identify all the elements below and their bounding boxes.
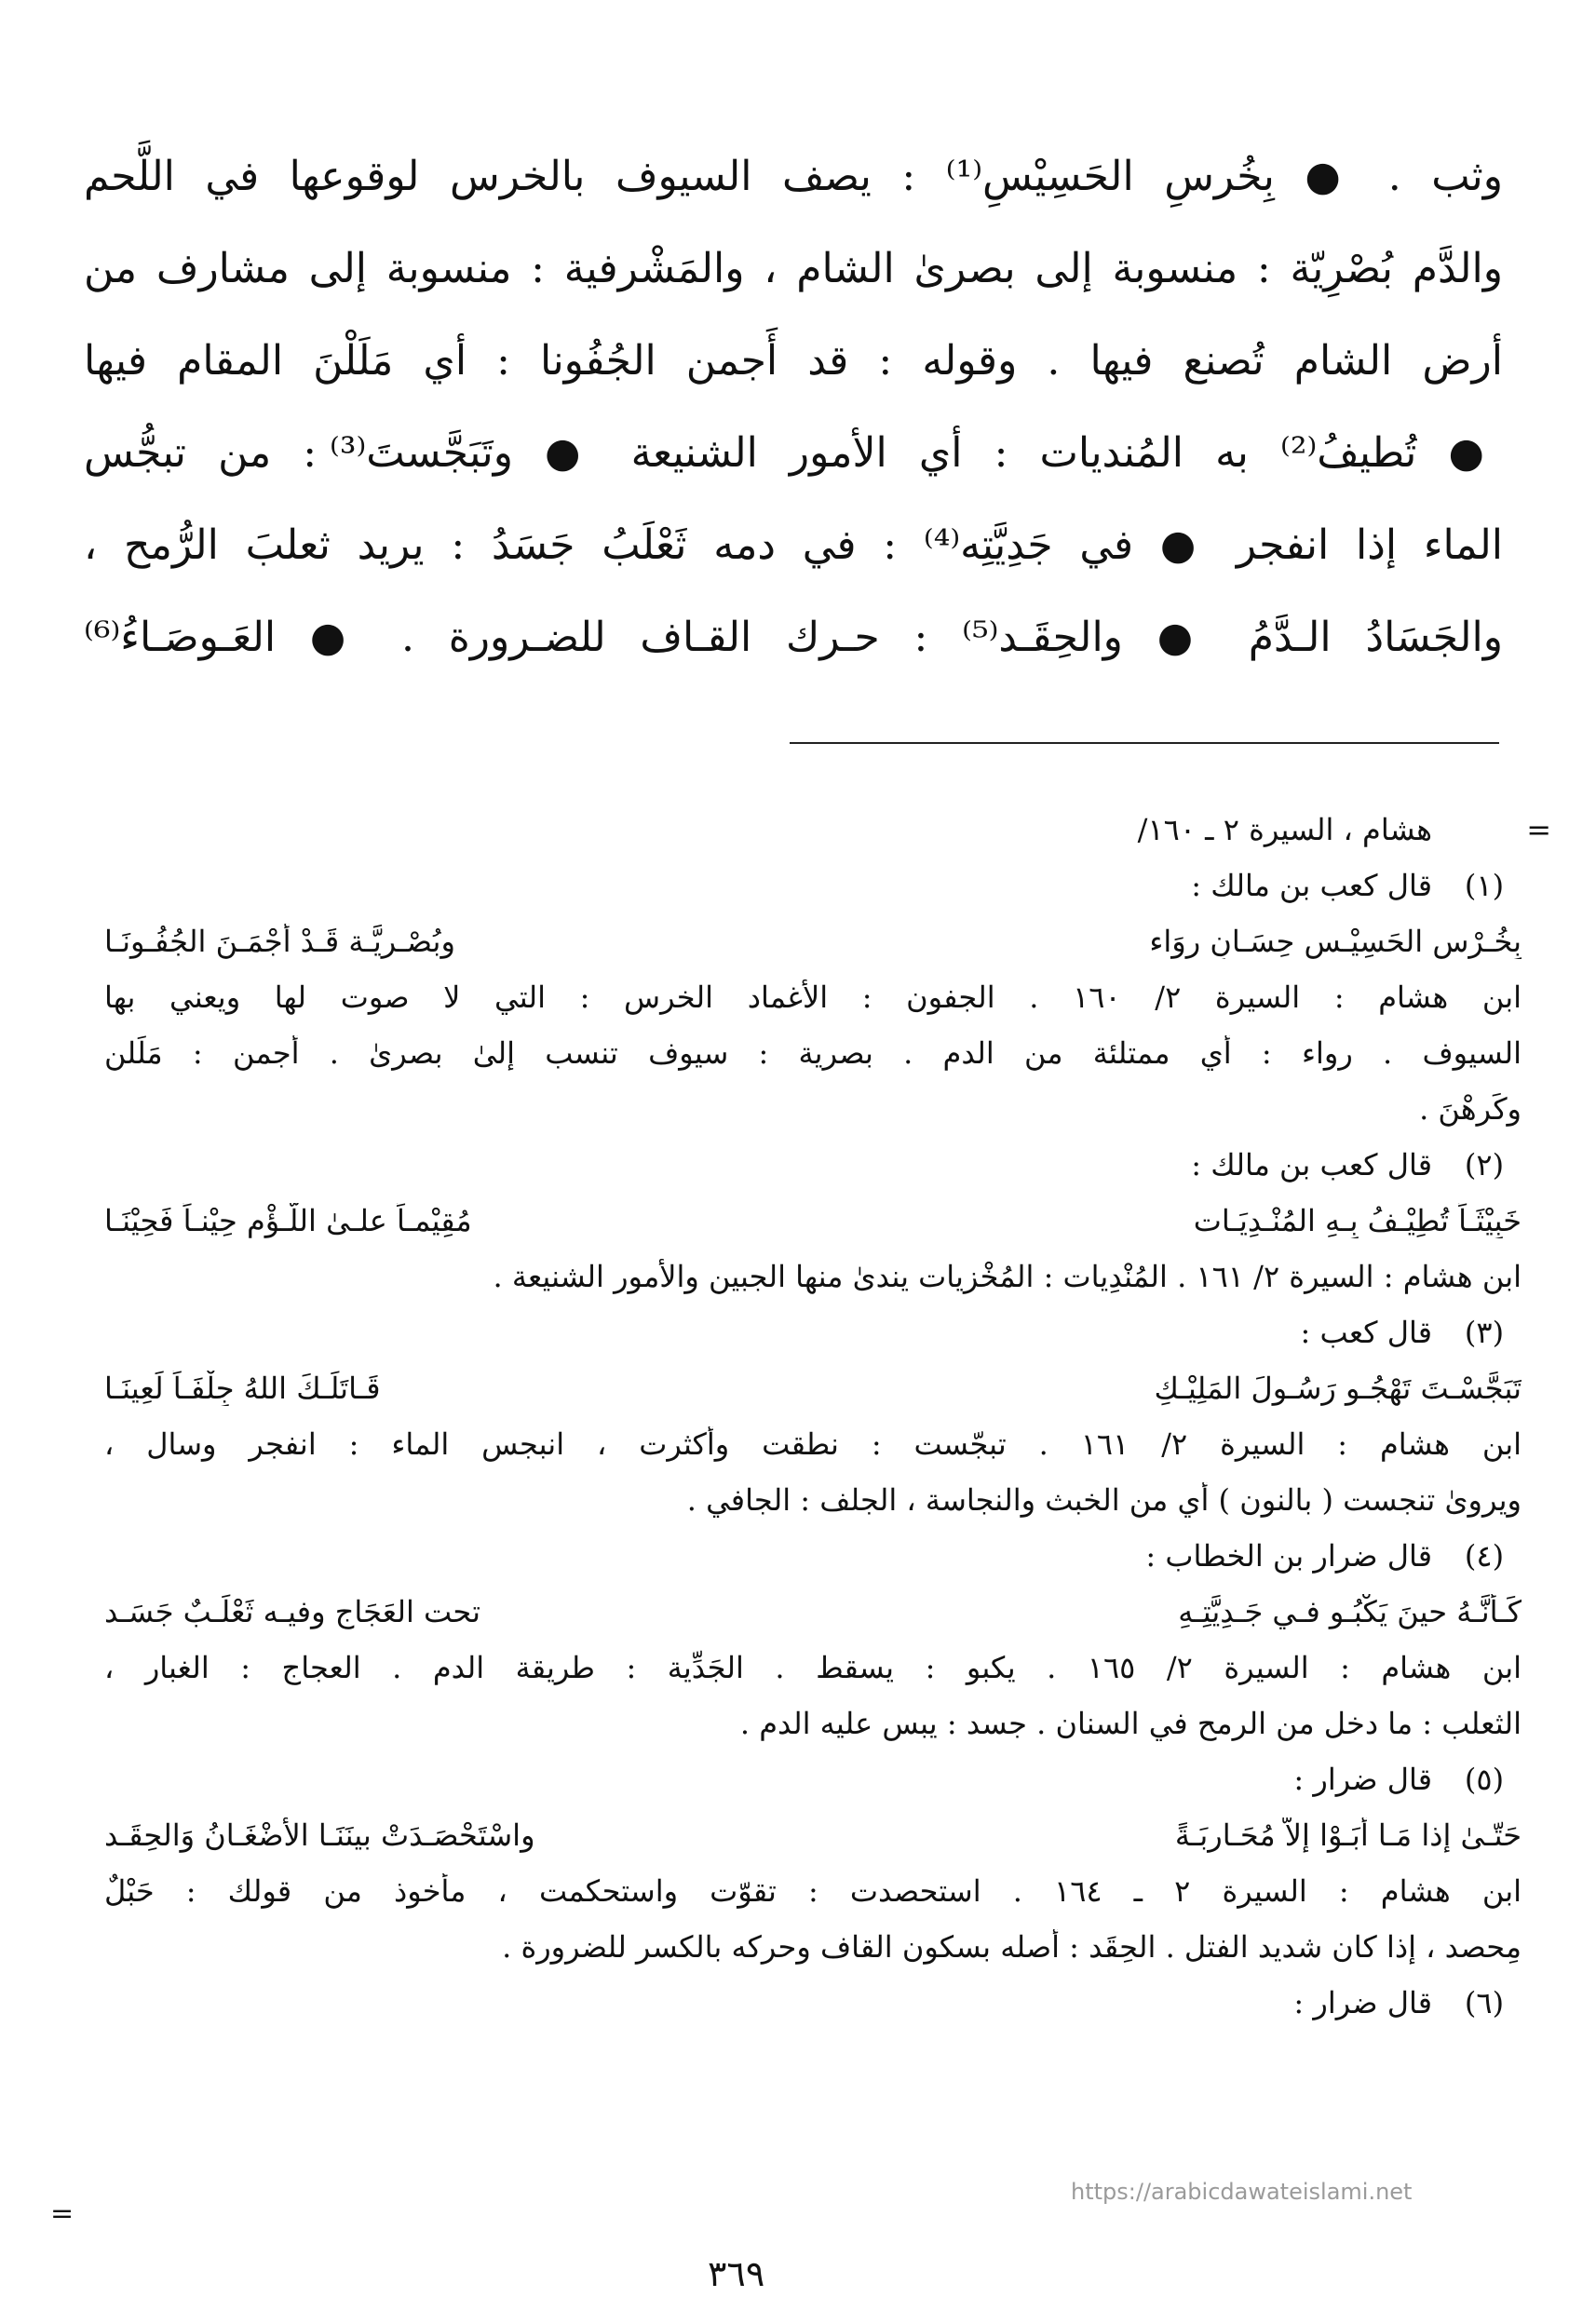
continuation-marker: = bbox=[1526, 812, 1551, 847]
verse-hemistich: بِخُـرْسِ الحَسِيْـسِ حِسَـانٍ رِوَاء bbox=[1149, 924, 1522, 959]
verse-hemistich: حَتّـىٰ إذا مَـا أَبَـوْا إلاّ مُحَـارِبَـةً bbox=[1174, 1817, 1522, 1853]
footnote-text: هشام ، السيرة ٢ ـ ١٦٠/ bbox=[1137, 812, 1432, 847]
footnote-4 bbox=[104, 1538, 1522, 1594]
footnotes bbox=[104, 812, 1551, 2041]
footnote-2 bbox=[104, 1147, 1522, 1203]
footnote-line bbox=[104, 1482, 1522, 1538]
footnote-intro: قال ضرار : bbox=[1293, 1762, 1432, 1797]
footnote-text: ويروىٰ تنجست ( بالنون ) أي من الخبث والنجاسة ، الجلف : الجافي . bbox=[686, 1482, 1522, 1518]
footnote-6 bbox=[104, 1985, 1522, 2041]
footnote-number: (٥) bbox=[1464, 1762, 1505, 1797]
page-number: ٣٦٩ bbox=[708, 2253, 765, 2294]
verse-hemistich: تَبَجَّسْـتَ تَهْجُـو رَسُـولَ المَلِيْـكِ bbox=[1154, 1371, 1522, 1406]
footnote-text: وكَرِهْنَ . bbox=[1419, 1091, 1522, 1127]
footnote-text: السيوف . رواء : أي ممتلئة من الدم . بصرية : سيوف تنسب إلىٰ بصرىٰ . أَجمن : مَلَلن bbox=[104, 1035, 1522, 1071]
footnote-intro: قال ضرار : bbox=[1293, 1985, 1432, 2020]
footnote-text: ابن هشام : السيرة ٢ ـ ١٦٤ . استحصدت : تقوّت واستحكمت ، مأخوذ من قولك : حَبْلٌ bbox=[104, 1873, 1522, 1909]
footnote-number: (٣) bbox=[1464, 1315, 1505, 1350]
verse-hemistich: كَـأَنَّـهُ حينَ يَكْبُـو فـي جَـدِيَّتِـهِ bbox=[1178, 1594, 1522, 1629]
footnote-intro: قال كعب : bbox=[1300, 1315, 1432, 1350]
main-text bbox=[84, 130, 1503, 683]
footnote-3 bbox=[104, 1315, 1522, 1371]
footnote-line bbox=[104, 1259, 1522, 1315]
footnote-line bbox=[104, 980, 1522, 1035]
footnote-text: ابن هشام : السيرة ٢/ ١٦١ . المُنْدِيات : المُخْزيات يندىٰ منها الجبين والأمور الشنيعة . bbox=[493, 1259, 1522, 1294]
main-line: أرض الشام تُصنع فيها . وقوله : قد أَجمن الجُفُونا : أي مَلَلْنَ المقام فيها bbox=[84, 337, 1503, 385]
footnote-intro: قال ضرار بن الخطاب : bbox=[1145, 1538, 1432, 1574]
footnote-line bbox=[104, 1650, 1522, 1706]
verse-hemistich: مُقِيْمـاً علـىٰ اللُّـؤْمِ حِيْنـاً فَحِيْنَـا bbox=[104, 1203, 472, 1238]
footnote-intro: قال كعب بن مالك : bbox=[1191, 1147, 1432, 1182]
footnote-5 bbox=[104, 1762, 1522, 1817]
main-line: الماء إذا انفجر ● في جَدِيَّتِه⁽⁴⁾ : في دمه ثَعْلَبُ جَسَدُ : يريد ثعلبَ الرُّمح ، bbox=[84, 521, 1503, 569]
verse-hemistich: قَـاتَلَـكَ اللهُ جِلْفَـاً لَعِينَـا bbox=[104, 1371, 381, 1406]
main-line: وثب . ● بِخُرسِ الحَسِيْسِ⁽¹⁾ : يصف السيوف بالخرس لوقوعها في اللَّحم bbox=[84, 153, 1503, 200]
verse-line bbox=[104, 1371, 1522, 1426]
footnote-1 bbox=[104, 868, 1522, 924]
main-line: والدَّم بُصْرِيّة : منسوبة إلى بصرىٰ الشام ، والمَشْرفية : منسوبة إلى مشارف من bbox=[84, 245, 1503, 292]
footnote-text: ابن هشام : السيرة ٢/ ١٦٥ . يكبو : يسقط . الجَدِّية : طريقة الدم . العجاج : الغبار ، bbox=[104, 1650, 1522, 1685]
footnote-text: ابن هشام : السيرة ٢/ ١٦١ . تبجّست : نطقت وأكثرت ، انبجس الماء : انفجر وسال ، bbox=[104, 1426, 1522, 1462]
continuation-marker-bottom: = bbox=[50, 2197, 74, 2230]
footnote-line bbox=[104, 1035, 1522, 1091]
main-line: والجَسَادُ الـدَّمُ ● والحِقَـد⁽⁵⁾ : حـرك القـاف للضـرورة . ● العَـوصَـاءُ⁽⁶⁾ bbox=[84, 614, 1504, 661]
verse-line bbox=[104, 1817, 1522, 1873]
footnote-number: (٦) bbox=[1464, 1985, 1505, 2020]
verse-line bbox=[104, 1203, 1522, 1259]
footnote-text: الثعلب : ما دخل من الرمح في السنان . جسد : يبس عليه الدم . bbox=[739, 1706, 1522, 1741]
footnote-intro: قال كعب بن مالك : bbox=[1191, 868, 1432, 903]
footnote-separator bbox=[790, 742, 1499, 744]
footnote-line bbox=[104, 1873, 1522, 1929]
verse-hemistich: واسْتَحْصَـدَتْ بينَنَـا الأَضْغَـانُ وَالحِقَـد bbox=[104, 1817, 535, 1853]
footnote-number: (٤) bbox=[1464, 1538, 1505, 1574]
footnote-text: ابن هشام : السيرة ٢/ ١٦٠ . الجفون : الأغماد الخرس : التي لا صوت لها ويعني بها bbox=[104, 980, 1522, 1015]
watermark-url: https://arabicdawateislami.net bbox=[1071, 2179, 1413, 2205]
footnote-line bbox=[104, 1706, 1522, 1762]
footnote-line bbox=[104, 1929, 1522, 1985]
footnote-number: (٢) bbox=[1464, 1147, 1505, 1182]
footnote-text: مِحصد ، إذا كان شديد الفتل . الحِقَد : أصله بسكون القاف وحركه بالكسر للضرورة . bbox=[502, 1929, 1522, 1965]
verse-hemistich: خَبِيْثَـاً تُطِيْـفُ بِـهِ المُنْـدِيَـات bbox=[1193, 1203, 1522, 1238]
verse-hemistich: تحت العَجَاجِ وفيـه ثَعْلَـبٌ جَسَـد bbox=[104, 1594, 480, 1629]
footnote-line bbox=[104, 1426, 1522, 1482]
footnote-line bbox=[104, 1091, 1522, 1147]
verse-line bbox=[104, 924, 1522, 980]
footnote-continuation bbox=[104, 812, 1551, 868]
main-line: ● تُطيفُ⁽²⁾ به المُنديات : أي الأمور الشنيعة ● وتَبَجَّستَ⁽³⁾ : من تبجُّس bbox=[84, 429, 1503, 477]
verse-line bbox=[104, 1594, 1522, 1650]
footnote-number: (١) bbox=[1464, 868, 1505, 903]
verse-hemistich: وبُصْـرِيَّـة قَـدْ أَجْمَـنَ الجُفُـونَـا bbox=[104, 924, 455, 959]
